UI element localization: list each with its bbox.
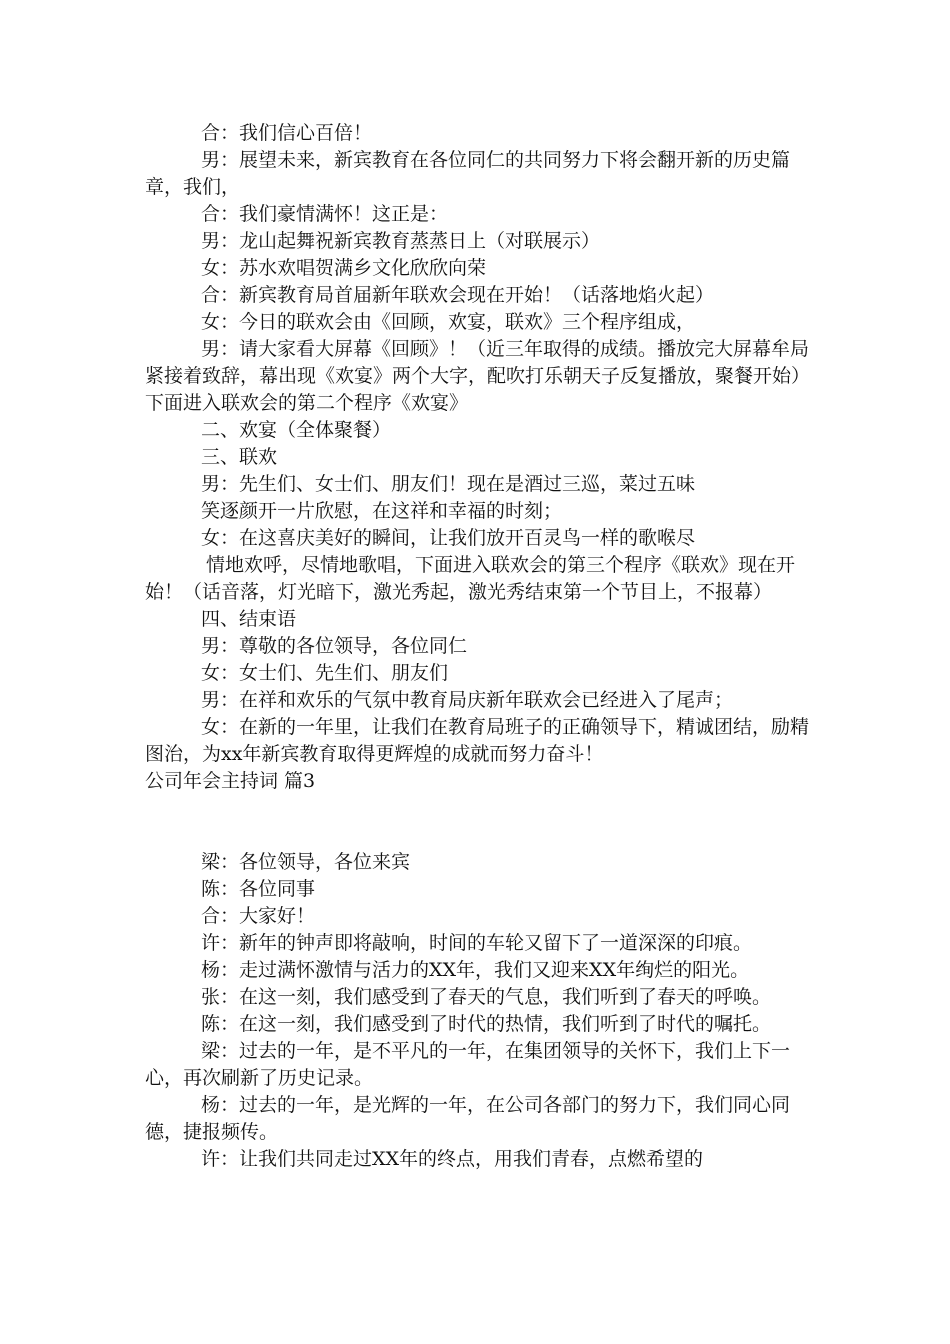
paragraph: 女：女士们、先生们、朋友们 [201,662,449,684]
paragraph: 女：今日的联欢会由《回顾，欢宴，联欢》三个程序组成， [201,311,696,333]
paragraph: 笑逐颜开一片欣慰，在这祥和幸福的时刻； [201,500,563,522]
paragraph: 许：新年的钟声即将敲响，时间的车轮又留下了一道深深的印痕。 [201,932,753,954]
paragraph: 合：我们信心百倍！ [201,122,373,144]
paragraph: 二、欢宴（全体聚餐） [201,419,392,441]
paragraph: 合：新宾教育局首届新年联欢会现在开始！（话落地焰火起） [201,284,715,306]
spacer [145,795,825,849]
paragraph: 杨：过去的一年，是光辉的一年，在公司各部门的努力下，我们同心同德，捷报频传。 [145,1094,791,1143]
paragraph: 男：尊敬的各位领导，各位同仁 [201,635,468,657]
paragraph: 女：在这喜庆美好的瞬间，让我们放开百灵鸟一样的歌喉尽 [201,527,696,549]
paragraph: 男：先生们、女士们、朋友们！现在是酒过三巡，菜过五味 [201,473,696,495]
paragraph: 女：苏水欢唱贺满乡文化欣欣向荣 [201,257,487,279]
paragraph: 男：在祥和欢乐的气氛中教育局庆新年联欢会已经进入了尾声； [201,689,734,711]
paragraph: 梁：各位领导，各位来宾 [201,851,411,873]
paragraph: 女：在新的一年里，让我们在教育局班子的正确领导下，精诚团结，励精图治，为xx年新宾教育取得更辉煌的成就而努力奋斗！ [145,716,810,765]
paragraph: 男：龙山起舞祝新宾教育蒸蒸日上（对联展示） [201,230,601,252]
paragraph: 合：我们豪情满怀！这正是： [201,203,449,225]
paragraph: 张：在这一刻，我们感受到了春天的气息，我们听到了春天的呼唤。 [201,986,772,1008]
section-heading: 公司年会主持词 篇3 [145,770,316,792]
paragraph: 杨：走过满怀激情与活力的XX年，我们又迎来XX年绚烂的阳光。 [201,959,750,981]
paragraph: 陈：各位同事 [201,878,316,900]
paragraph: 梁：过去的一年，是不平凡的一年，在集团领导的关怀下，我们上下一心，再次刷新了历史记录。 [145,1040,791,1089]
paragraph: 许：让我们共同走过XX年的终点，用我们青春，点燃希望的 [201,1148,704,1170]
paragraph: 三、联欢 [201,446,278,468]
paragraph: 四、结束语 [201,608,297,630]
paragraph: 合：大家好！ [201,905,316,927]
paragraph: 情地欢呼，尽情地歌唱，下面进入联欢会的第三个程序《联欢》现在开始！（话音落，灯光暗下，激光秀起，激光秀结束第一个节目上，不报幕） [145,554,796,603]
paragraph: 男：展望未来，新宾教育在各位同仁的共同努力下将会翻开新的历史篇章，我们， [145,149,791,198]
paragraph: 男：请大家看大屏幕《回顾》！（近三年取得的成绩。播放完大屏幕牟局紧接着致辞，幕出现《欢宴》两个大字，配吹打乐朝天子反复播放，聚餐开始）下面进入联欢会的第二个程序《欢宴》 [145,338,811,414]
paragraph: 陈：在这一刻，我们感受到了时代的热情，我们听到了时代的嘱托。 [201,1013,772,1035]
document-body [145,120,825,1173]
